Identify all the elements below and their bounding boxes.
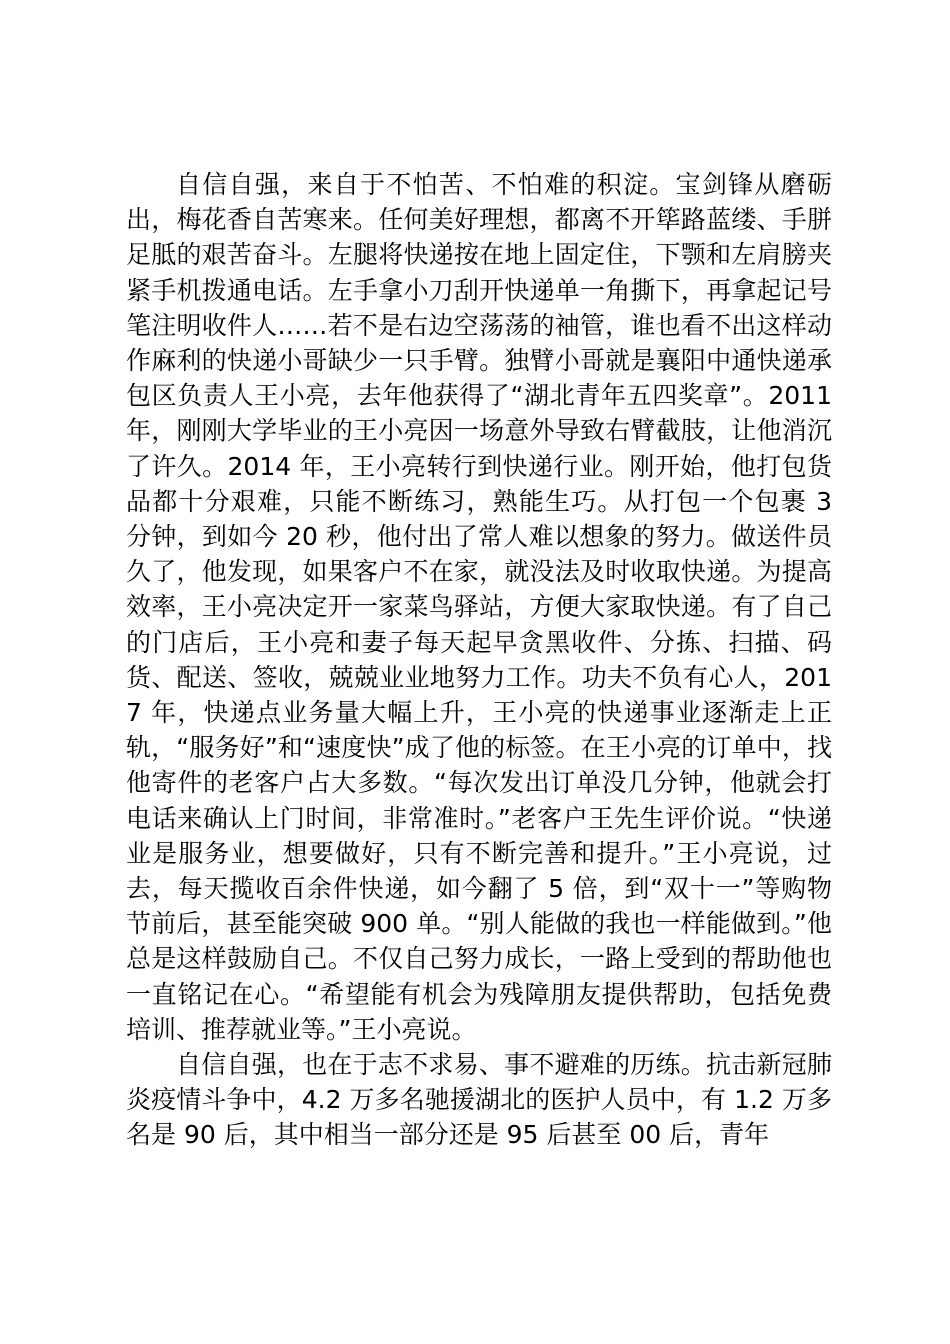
paragraph-1: 自信自强，来自于不怕苦、不怕难的积淀。宝剑锋从磨砺出，梅花香自苦寒来。任何美好理想，都离不开筚路蓝缕、手胼足胝的艰苦奋斗。左腿将快递按在地上固定住，下颚和左肩膀夹紧手机拨通电话。左手拿小刀刮开快递单一角撕下，再拿起记号笔注明收件人……若不是右边空荡荡的袖管，谁也看不出这样动作麻利的快递小哥缺少一只手臂。独臂小哥就是襄阳中通快递承包区负责人王小亮，去年他获得了“湖北青年五四奖章”。2011 年，刚刚大学毕业的王小亮因一场意外导致右臂截肢，让他消沉了许久。2014 年，王小亮转行到快递行业。刚开始，他打包货品都十分艰难，只能不断练习，熟能生巧。从打包一个包裹 3 分钟，到如今 20 秒，他付出了常人难以想象的努力。做送件员久了，他发现，如果客户不在家，就没法及时收取快递。为提高效率，王小亮决定开一家菜鸟驿站，方便大家取快递。有了自己的门店后，王小亮和妻子每天起早贪黑收件、分拣、扫描、码货、配送、签收，兢兢业业地努力工作。功夫不负有心人，2017 年，快递点业务量大幅上升，王小亮的快递事业逐渐走上正轨，“服务好”和“速度快”成了他的标签。在王小亮的订单中，找他寄件的老客户占大多数。“每次发出订单没几分钟，他就会打电话来确认上门时间，非常准时。”老客户王先生评价说。“快递业是服务业，想要做好，只有不断完善和提升。”王小亮说，过去，每天揽收百余件快递，如今翻了 5 倍，到“双十一”等购物节前后，甚至能突破 900 单。“别人能做的我也一样能做到。”他总是这样鼓励自己。不仅自己努力成长，一路上受到的帮助他也一直铭记在心。“希望能有机会为残障朋友提供帮助，包括免费培训、推荐就业等。”王小亮说。 <box>126 170 832 1044</box>
body-text <box>126 167 832 1153</box>
paragraph-2: 自信自强，也在于志不求易、事不避难的历练。抗击新冠肺炎疫情斗争中，4.2 万多名驰援湖北的医护人员中，有 1.2 万多名是 90 后，其中相当一部分还是 95 后甚至 00 后，青年 <box>126 1050 832 1150</box>
